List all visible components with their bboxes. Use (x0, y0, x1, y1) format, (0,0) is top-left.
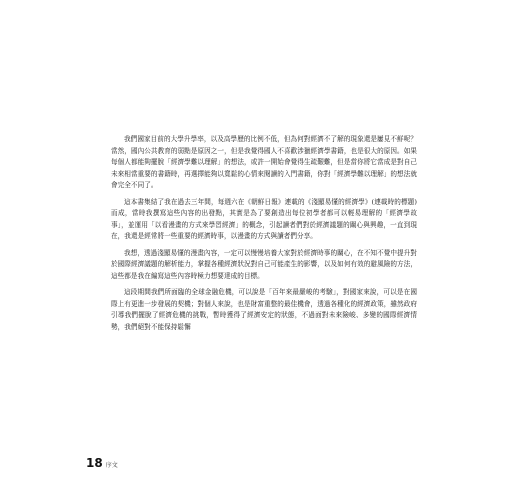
page-footer (86, 456, 118, 470)
section-label: 序文 (105, 462, 118, 469)
page-number: 18 (86, 456, 103, 470)
body-text (111, 134, 417, 333)
paragraph-3: 我想，透過淺顯易懂的漫畫內容，一定可以慢慢培養大家對於經濟時事的關心，在不知不覺中提升對於國際經濟議題的解析能力，掌握各種經濟狀況對自己可能產生的影響，以及如何有效的避風險的方法，這些都是我在編寫這些內容時極力想要達成的目標。 (111, 248, 417, 280)
paragraph-4: 這段期間我們所面臨的全球金融危機，可以說是「百年來最嚴峻的考驗」，對國家來說，可以是在國際上有更進一步發展的契機；對個人來說，也是財富重整的最佳機會，透過各種化的經濟政策，雖然政府引導我們擺脫了經濟危機的挑戰，暫時獲得了經濟安定的狀態，不過面對未來險峻、多變的國際經濟情勢，我們絕對不能保持鬆懈 (111, 288, 417, 331)
paragraph-2: 這本書集結了我在過去三年間，每週六在《朝鮮日報》連載的《淺顯易懂的經濟學》(連載時的標題)而成，當時我撰寫這些內容的出發點，其實是為了要創造出每位初學者都可以輕易理解的「經濟學故事」，並運用「以看漫畫的方式來學習經濟」的概念，引起讀者們對於經濟議題的關心與興趣，一直到現在，我還是經常將一些重要的經濟時事，以漫畫的方式與讀者們分享。 (111, 197, 417, 240)
paragraph-1: 我們國家目前的大學升學率，以及高學歷的比例不低，但為何對經濟不了解的現象還是屢見不鮮呢？當然，國內公共教育的弱點是原因之一，但是我覺得國人不喜歡涉獵經濟學書籍，也是很大的原因。如果每個人都能夠擺脫「經濟學難以理解」的想法，或許一開始會覺得生疏艱難，但是當你將它當成是對自己未來相當重要的書籍時，再選擇能夠以寬鬆的心情來閱讀的入門書籍，你對「經濟學難以理解」的想法就會完全不同了。 (111, 135, 417, 189)
